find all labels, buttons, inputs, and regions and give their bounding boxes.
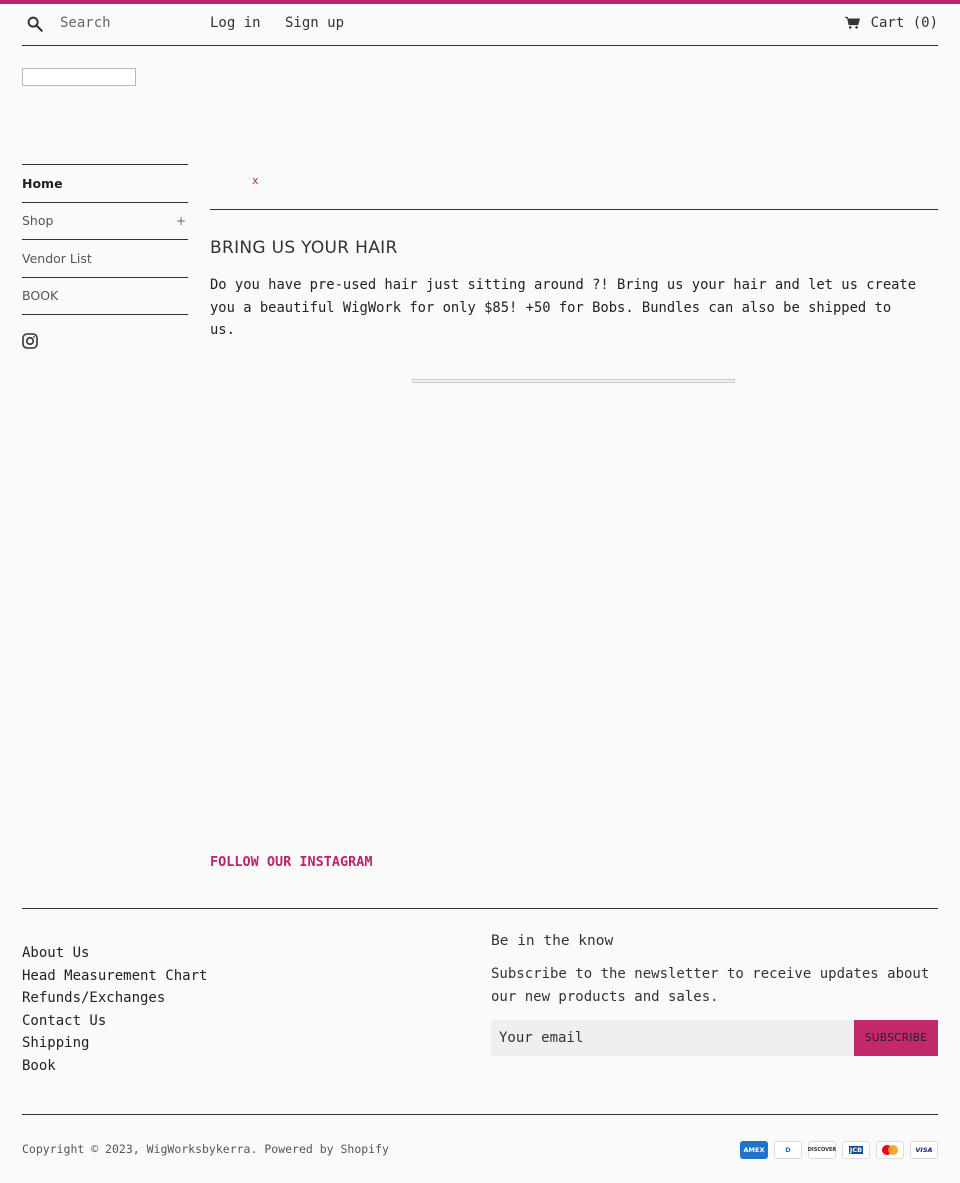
sidebar-item-label: Vendor List: [22, 250, 92, 266]
footer-link-refunds-exchanges[interactable]: Refunds/Exchanges: [22, 990, 166, 1006]
amex-icon: AMEX: [740, 1141, 768, 1159]
sidebar-item-label: Home: [22, 175, 63, 191]
footer-link-shipping[interactable]: Shipping: [22, 1035, 90, 1051]
footer-link-head-measurement-chart[interactable]: Head Measurement Chart: [22, 967, 208, 984]
sidebar-item-book[interactable]: [22, 278, 188, 316]
newsletter-title: Be in the know: [491, 933, 614, 949]
diners-club-icon: D: [774, 1141, 802, 1159]
footer-divider: [22, 908, 938, 909]
embed-frame: [412, 379, 735, 383]
footer-link-contact-us[interactable]: Contact Us: [22, 1012, 107, 1029]
sidebar-item-label: BOOK: [22, 288, 59, 304]
footer-divider-bottom: [22, 1114, 938, 1115]
expand-icon[interactable]: +: [175, 213, 186, 228]
close-icon[interactable]: x: [252, 174, 259, 187]
discover-icon: DISCOVER: [808, 1141, 836, 1159]
divider: [210, 209, 938, 210]
copyright-text: Copyright © 2023, WigWorksbykerra. Powered by Shopify: [22, 1142, 389, 1156]
jcb-icon: JCB: [842, 1141, 870, 1159]
page-title: BRING US YOUR HAIR: [210, 238, 398, 258]
header: [22, 4, 938, 46]
cart-label: Cart (0): [870, 15, 938, 31]
footer-link-about-us[interactable]: About Us: [22, 945, 90, 961]
search-input[interactable]: [60, 12, 200, 34]
instagram-icon[interactable]: [22, 333, 38, 349]
payment-icons: [740, 1141, 938, 1159]
email-field[interactable]: [491, 1020, 855, 1056]
visa-icon: VISA: [910, 1141, 938, 1159]
signup-link[interactable]: Sign up: [285, 15, 345, 31]
footer-link-book[interactable]: Book: [22, 1057, 56, 1074]
sidebar-item-label: Shop: [22, 213, 54, 229]
cart-icon: [845, 16, 861, 30]
store-logo[interactable]: [22, 68, 136, 86]
cart-link[interactable]: [845, 15, 938, 31]
footer-links: [22, 942, 207, 1077]
subscribe-button[interactable]: SUBSCRIBE: [854, 1020, 938, 1056]
login-link[interactable]: Log in: [210, 15, 261, 31]
sidebar-nav: [22, 164, 188, 315]
search-icon[interactable]: [26, 15, 44, 33]
page-body-text: Do you have pre-used hair just sitting around ?! Bring us your hair and let us create you a beautiful WigWork for only $85! +50 for Bobs. Bundles can also be shipped to us.: [210, 277, 917, 338]
newsletter-text: Subscribe to the newsletter to receive updates about our new products and sales.: [491, 966, 930, 1005]
follow-instagram-link[interactable]: FOLLOW OUR INSTAGRAM: [210, 854, 373, 870]
sidebar-item-home[interactable]: [22, 165, 188, 203]
sidebar-item-vendor-list[interactable]: [22, 240, 188, 278]
sidebar-item-shop[interactable]: [22, 203, 188, 241]
mastercard-icon: [876, 1141, 904, 1159]
